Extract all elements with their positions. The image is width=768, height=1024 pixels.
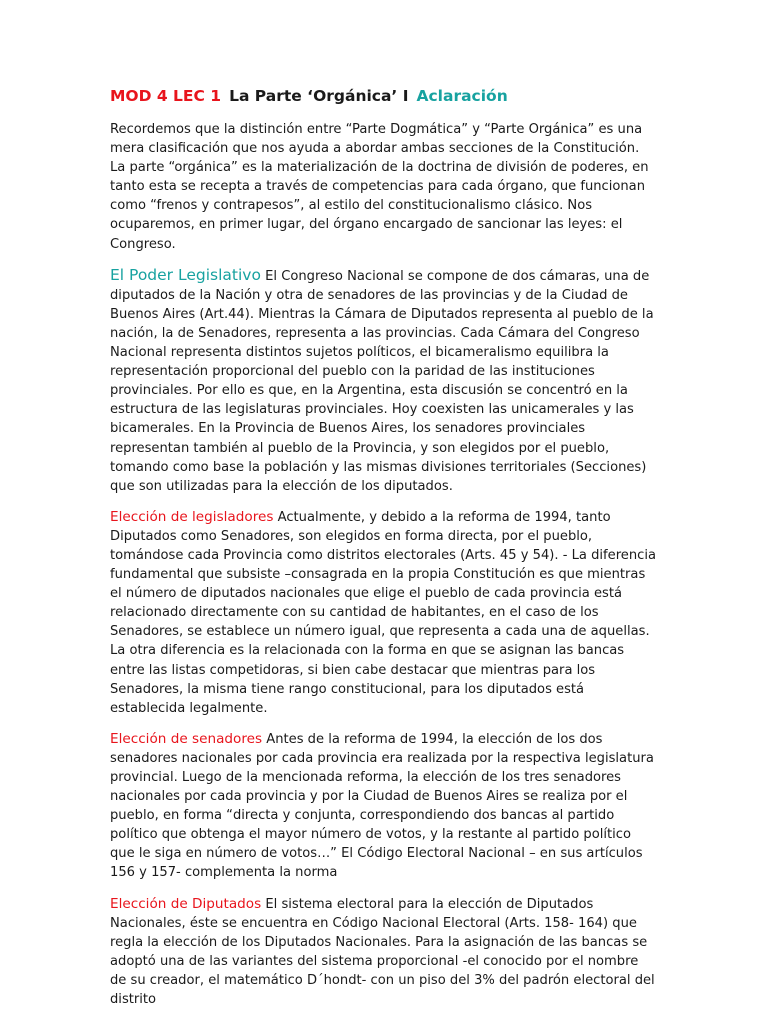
section-text: Actualmente, y debido a la reforma de 1994, tanto Diputados como Senadores, son elegidos en forma directa, por el pueblo, tomándose cada Provincia como distritos electorales (Arts. 45 y 54). - La diferencia fundamental que subsiste –consagrada en la propia Constitución es que mientras el número de diputados nacionales que elige el pueblo de cada provincia está relacionado directamente con su cantidad de habitantes, en el caso de los Senadores, se establece un número igual, que representa a cada una de aquellas. La otra diferencia es la relacionada con la forma en que se asignan las bancas entre las listas competidoras, si bien cabe destacar que mientras para los Senadores, la misma tiene rango constitucional, para los diputados está establecida legalmente. <box>110 509 657 716</box>
section-heading: Elección de Diputados <box>110 895 262 912</box>
section-text: El Congreso Nacional se compone de dos cámaras, una de diputados de la Nación y otra de senadores de las provincias y de la Ciudad de Buenos Aires (Art.44). Mientras la Cámara de Diputados representa al pueblo de la nación, la de Senadores, representa a las provincias. Cada Cámara del Congreso Nacional representa distintos sujetos políticos, el bicameralismo equilibra la representación proporcional del pueblo con la paridad de las instituciones provinciales. Por ello es que, en la Argentina, esta discusión se concentró en la estructura de las legislaturas provinciales. Hoy coexisten las unicamerales y las bicamerales. En la Provincia de Buenos Aires, los senadores provinciales representan también al pueblo de la Provincia, y son elegidos por el pueblo, tomando como base la población y las mismas divisiones territoriales (Secciones) que son utilizadas para la elección de los diputados. <box>110 268 654 494</box>
document-title <box>110 84 658 108</box>
section-eleccion-legisladores <box>110 508 658 718</box>
title-note: Aclaración <box>416 87 508 105</box>
section-heading: Elección de senadores <box>110 730 263 747</box>
section-eleccion-diputados <box>110 895 658 1010</box>
section-poder-legislativo <box>110 266 658 496</box>
section-text: El sistema electoral para la elección de Diputados Nacionales, éste se encuentra en Código Nacional Electoral (Arts. 158- 164) que regla la elección de los Diputados Nacionales. Para la asignación de las bancas se adoptó una de las variantes del sistema proporcional -el conocido por el nombre de su creador, el matemático D´hondt- con un piso del 3% del padrón electoral del distrito <box>110 896 655 1008</box>
section-text: Antes de la reforma de 1994, la elección de los dos senadores nacionales por cada provincia era realizada por la respectiva legislatura provincial. Luego de la mencionada reforma, la elección de los tres senadores nacionales por cada provincia y por la Ciudad de Buenos Aires se realiza por el pueblo, en forma “directa y conjunta, correspondiendo dos bancas al partido político que obtenga el mayor número de votos, y la restante al partido político que le siga en número de votos…” El Código Electoral Nacional – en sus artículos 156 y 157- complementa la norma <box>110 731 654 881</box>
title-subject: La Parte ‘Orgánica’ I <box>229 87 409 105</box>
section-heading: Elección de legisladores <box>110 508 274 525</box>
intro-paragraph: Recordemos que la distinción entre “Parte Dogmática” y “Parte Orgánica” es una mera clasificación que nos ayuda a abordar ambas secciones de la Constitución. La parte “orgánica” es la materialización de la doctrina de división de poderes, en tanto esta se recepta a través de competencias para cada órgano, que funcionan como “frenos y contrapesos”, al estilo del constitucionalismo clásico. Nos ocuparemos, en primer lugar, del órgano encargado de sancionar las leyes: el Congreso. <box>110 122 649 252</box>
document-page <box>110 84 658 1021</box>
title-module: MOD 4 LEC 1 <box>110 87 222 105</box>
section-eleccion-senadores <box>110 730 658 883</box>
section-heading: El Poder Legislativo <box>110 265 261 284</box>
